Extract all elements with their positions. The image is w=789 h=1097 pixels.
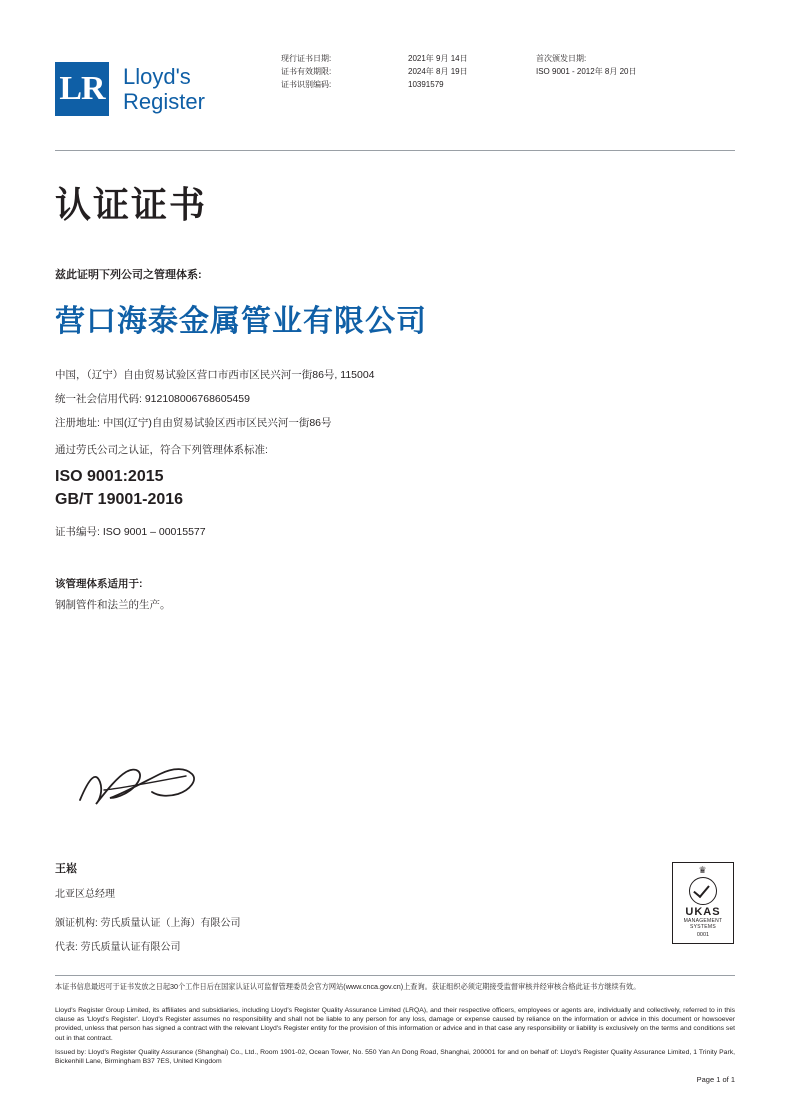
signature-image (74, 760, 204, 812)
meta-value-current-date: 2021年 9月 14日 (408, 54, 468, 63)
lloyds-register-logo (55, 62, 205, 116)
standards-list (55, 465, 183, 511)
ukas-accreditation-mark (672, 862, 734, 944)
lead-statement: 兹此证明下列公司之管理体系: (55, 269, 202, 281)
logo-wordmark-line2: Register (123, 89, 205, 114)
address-line-1: 中国，（辽宁）自由贸易试验区营口市西市区民兴河一街86号, 115004 (55, 369, 375, 381)
ukas-number: 0001 (696, 932, 710, 938)
standard-iso-9001: ISO 9001:2015 (55, 468, 164, 485)
conformance-statement: 通过劳氏公司之认证，符合下列管理体系标准: (55, 444, 268, 456)
meta-label-original-approval: 首次颁发日期: (536, 54, 587, 63)
footer-divider (55, 975, 735, 976)
on-behalf-of: 代表: 劳氏质量认证有限公司 (55, 942, 181, 953)
meta-label-current-date: 现行证书日期: (281, 54, 332, 63)
page-title: 认证证书 (55, 184, 208, 225)
ukas-wordmark: UKAS (685, 906, 721, 918)
document-header (0, 0, 789, 150)
meta-value-validity: 2024年 8月 19日 (408, 67, 468, 76)
page-number: Page 1 of 1 (696, 1075, 735, 1084)
logo-wordmark-line1: Lloyd's (123, 64, 191, 89)
ukas-sub-line1: MANAGEMENT (683, 918, 723, 924)
meta-label-validity: 证书有效期限: (281, 67, 332, 76)
standard-gbt-19001: GB/T 19001-2016 (55, 491, 184, 508)
meta-value-identity-code: 10391579 (408, 80, 444, 89)
ukas-sub-line2: SYSTEMS (690, 924, 716, 930)
company-address-block (55, 363, 375, 435)
scope-text: 钢制管件和法兰的生产。 (55, 599, 171, 611)
check-mark-icon (689, 877, 717, 905)
address-line-2: 统一社会信用代码: 912108006768605459 (55, 393, 250, 405)
signatory-role: 北亚区总经理 (55, 889, 115, 900)
header-divider (55, 150, 735, 151)
certificate-number: 证书编号: ISO 9001 – 00015577 (55, 526, 206, 538)
meta-value-original-approval: ISO 9001 - 2012年 8月 20日 (536, 67, 637, 76)
footer-chinese-note: 本证书信息最迟可于证书发放之日起30个工作日后在国家认证认可监督管理委员会官方网站(www.cnca.gov.cn)上查询。获证组织必须定期接受监督审核并经审核合格此证书方继续有效。 (55, 982, 641, 991)
meta-label-identity-code: 证书识别编码: (281, 80, 332, 89)
issuing-body: 颁证机构: 劳氏质量认证（上海）有限公司 (55, 918, 241, 929)
logo-wordmark (123, 64, 205, 114)
meta-original-approval (536, 52, 736, 78)
crown-icon: ♛ (698, 865, 708, 875)
meta-labels (281, 52, 406, 91)
address-line-3: 注册地址: 中国(辽宁)自由贸易试验区西市区民兴河一街86号 (55, 417, 332, 429)
signatory-name: 王崧 (55, 863, 77, 875)
footer-disclaimer-paragraph: Lloyd's Register Group Limited, its affiliates and subsidiaries, including Lloyd's Register Quality Assurance Limited (LRQA), and their respective officers, employees or agents are, individually and collectively, referred to in this clause as 'Lloyd's Register'. Lloyd's Register assumes no responsibility and shall not be liable to any person for any loss, damage or expense caused by reliance on the information or advice in this document or howsoever provided, unless that person has signed a contract with the relevant Lloyd's Register entity for the provision of this information or advice and in that case any responsibility or liability is exclusively on the terms and conditions set out in that contract. (55, 1007, 735, 1042)
footer-english-disclaimer (55, 1006, 735, 1071)
lr-monogram: LR (59, 70, 105, 107)
company-name: 营口海泰金属管业有限公司 (55, 305, 427, 338)
scope-title: 该管理体系适用于: (55, 578, 143, 590)
meta-values (408, 52, 528, 91)
lr-logo-mark (55, 62, 109, 116)
footer-issued-by-paragraph: Issued by: Lloyd's Register Quality Assurance (Shanghai) Co., Ltd., Room 1901-02, Ocean Tower, No. 550 Yan An Dong Road, Shanghai, 200001 for and on behalf of: Lloyd's Register Quality Assurance Limited, 1 Trinity Park, Bickenhill Lane, Birmingham B37 7ES, United Kingdom (55, 1048, 735, 1066)
